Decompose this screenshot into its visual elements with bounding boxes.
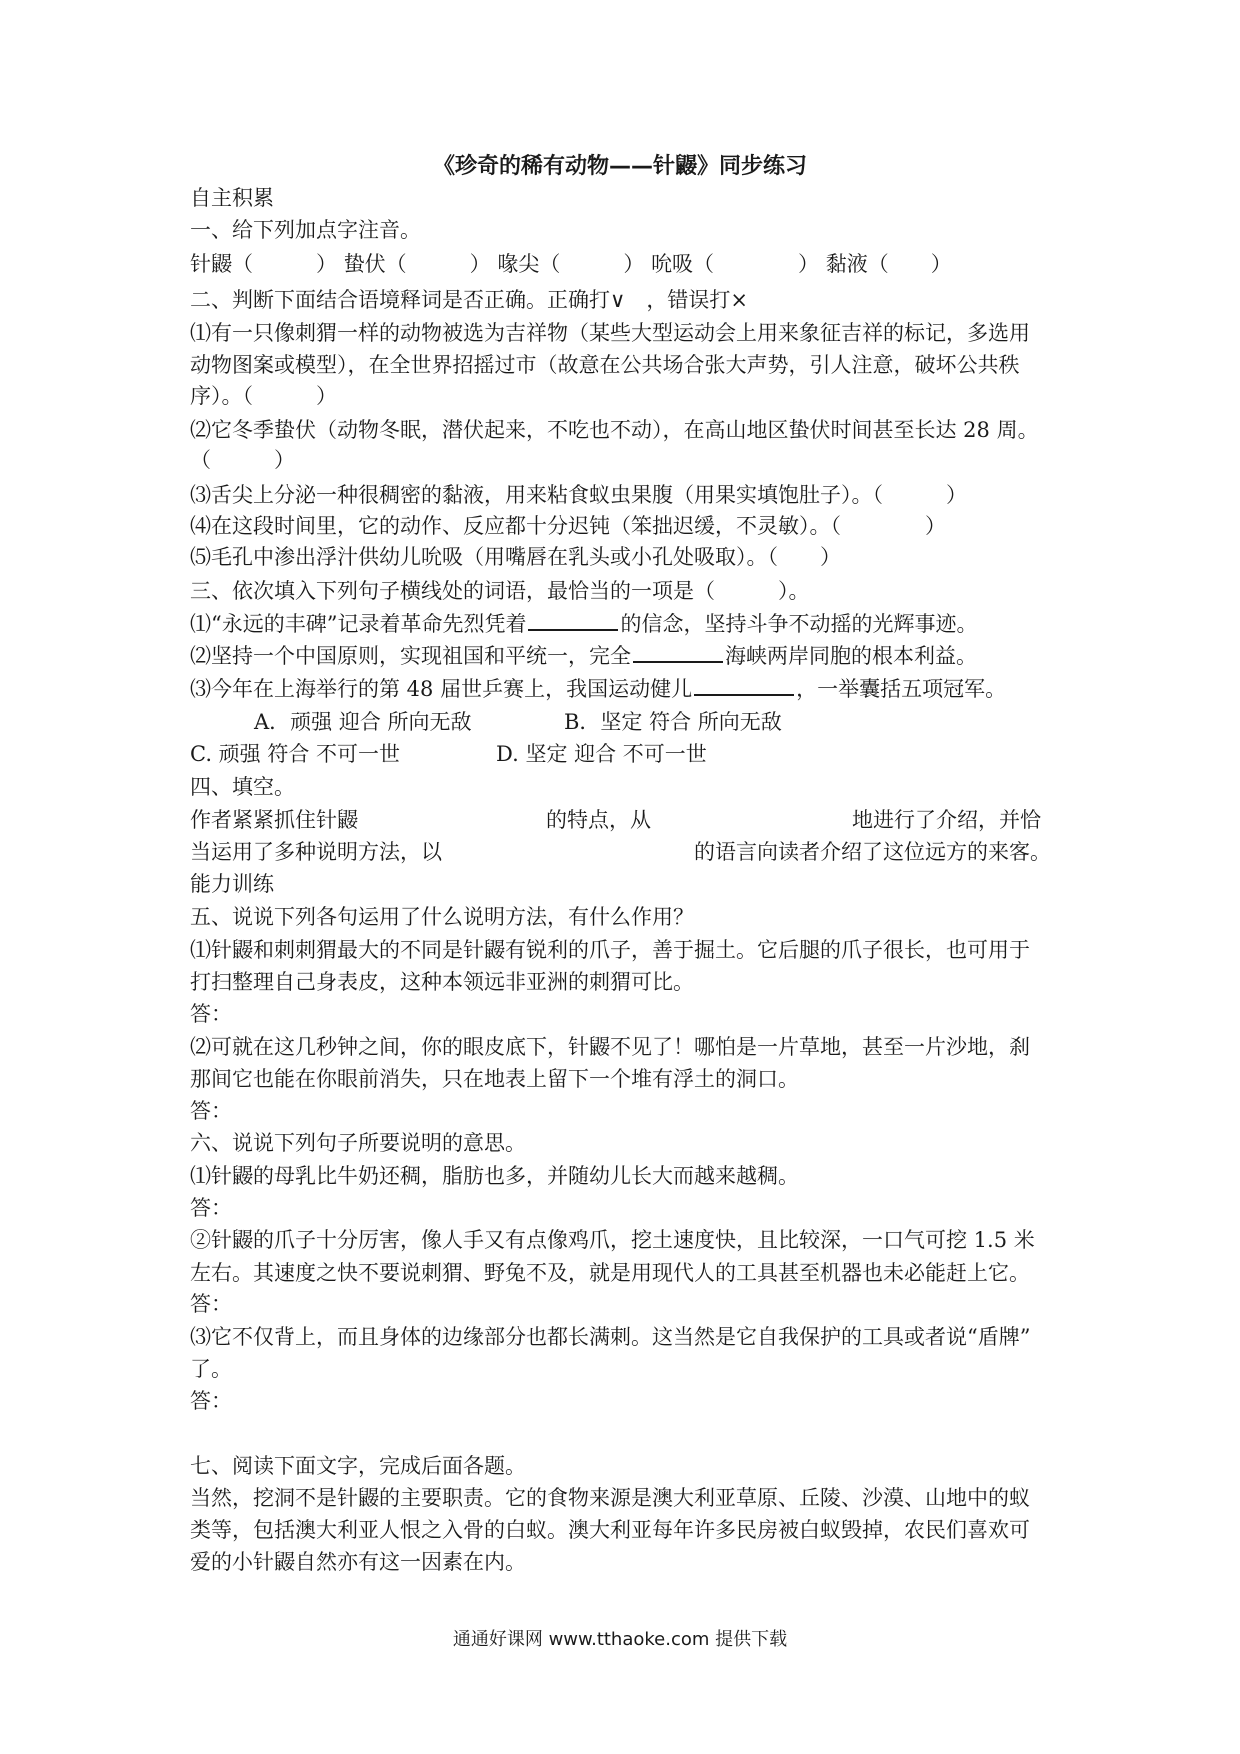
q3-s2-start: ⑵坚持一个中国原则，实现祖国和平统一，完全 (190, 644, 631, 668)
q1-item-4: 吮吸（ ） (651, 252, 820, 276)
q1-item-2: 蛰伏（ ） (343, 252, 491, 276)
answer-label: 答： (190, 1196, 232, 1220)
q2-line: ⑴有一只像刺猬一样的动物被选为吉祥物（某些大型运动会上用来象征吉祥的标记，多选用 (190, 321, 1030, 345)
q7-heading: 七、阅读下面文字，完成后面各题。 (190, 1454, 526, 1478)
q1-items (190, 250, 1060, 278)
q3-s1-end: 的信念，坚持斗争不动摇的光辉事迹。 (620, 612, 978, 636)
answer-label: 答： (190, 1389, 232, 1413)
q4-text: 的语言向读者介绍了这位远方的来客。 (694, 840, 1051, 864)
q6-line: 左右。其速度之快不要说刺猬、野兔不及，就是用现代人的工具甚至机器也未必能赶上它。 (190, 1261, 1030, 1285)
q2-line: （ ） (190, 448, 295, 472)
fill-blank (528, 609, 618, 631)
q5-line: ⑴针鼹和刺刺猬最大的不同是针鼹有锐利的爪子，善于掘土。它后腿的爪子很长，也可用于 (190, 938, 1030, 962)
q3-option-b: B．坚定 符合 所向无敌 (564, 710, 782, 734)
q4-text: 的特点，从 (546, 808, 651, 832)
q2-line: 动物图案或模型），在全世界招摇过市（故意在公共场合张大声势，引人注意，破坏公共秩 (190, 353, 1020, 377)
page-title: 《珍奇的稀有动物——针鼹》同步练习 (432, 154, 807, 179)
q3-option-a: A．顽强 迎合 所向无敌 (254, 710, 472, 734)
q2-line: ⑸毛孔中渗出浮汁供幼儿吮吸（用嘴唇在乳头或小孔处吸取）。（ ） (190, 545, 841, 569)
q4-heading: 四、填空。 (190, 775, 295, 799)
answer-label: 答： (190, 1099, 232, 1123)
q1-item-5: 黏液（ ） (825, 252, 952, 276)
q2-line: ⑵它冬季蛰伏（动物冬眠，潜伏起来，不吃也不动），在高山地区蛰伏时间甚至长达 28 周。 (190, 418, 1039, 442)
q3-option-d: D. 坚定 迎合 不可一世 (496, 742, 707, 766)
answer-label: 答： (190, 1002, 232, 1026)
q3-sentence-3 (190, 674, 1060, 703)
fill-blank (633, 641, 723, 663)
q6-line: 了。 (190, 1357, 232, 1381)
q3-sentence-1 (190, 609, 1060, 638)
q6-line: ⑶它不仅背上，而且身体的边缘部分也都长满刺。这当然是它自我保护的工具或者说“盾牌” (190, 1325, 1031, 1349)
q5-line: 打扫整理自己身表皮，这种本领远非亚洲的刺猬可比。 (190, 970, 694, 994)
answer-label: 答： (190, 1292, 232, 1316)
q4-text: 作者紧紧抓住针鼹 (190, 808, 358, 832)
q3-s2-end: 海峡两岸同胞的根本利益。 (725, 644, 977, 668)
q2-line: 序）。（ ） (190, 384, 337, 408)
q1-item-1: 针鼹（ ） (190, 252, 337, 276)
q7-line: 类等，包括澳大利亚人恨之入骨的白蚁。澳大利亚每年许多民房被白蚁毁掉，农民们喜欢可 (190, 1518, 1030, 1542)
section-heading-zizhu: 自主积累 (190, 186, 274, 210)
fill-blank (694, 674, 794, 696)
q2-heading: 二、判断下面结合语境释词是否正确。正确打∨ ，错误打× (190, 288, 748, 312)
q7-line: 当然，挖洞不是针鼹的主要职责。它的食物来源是澳大利亚草原、丘陵、沙漠、山地中的蚁 (190, 1486, 1030, 1510)
q6-heading: 六、说说下列句子所要说明的意思。 (190, 1131, 526, 1155)
q6-line: ②针鼹的爪子十分厉害，像人手又有点像鸡爪，挖土速度快，且比较深，一口气可挖 1.5 米 (190, 1228, 1035, 1252)
q5-line: ⑵可就在这几秒钟之间，你的眼皮底下，针鼹不见了！哪怕是一片草地，甚至一片沙地，刹 (190, 1035, 1030, 1059)
q6-line: ⑴针鼹的母乳比牛奶还稠，脂肪也多，并随幼儿长大而越来越稠。 (190, 1164, 799, 1188)
q1-heading: 一、给下列加点字注音。 (190, 218, 421, 242)
q3-s1-start: ⑴“永远的丰碑”记录着革命先烈凭着 (190, 612, 527, 636)
q2-line: ⑶舌尖上分泌一种很稠密的黏液，用来粘食蚁虫果腹（用果实填饱肚子）。（ ） (190, 483, 967, 507)
q7-line: 爱的小针鼹自然亦有这一因素在内。 (190, 1550, 526, 1574)
section-heading-nengli: 能力训练 (190, 872, 274, 896)
q3-heading: 三、依次填入下列句子横线处的词语，最恰当的一项是（ ）。 (190, 579, 810, 603)
page-footer: 通通好课网 www.tthaoke.com 提供下载 (452, 1629, 788, 1650)
q4-text: 当运用了多种说明方法，以 (190, 840, 442, 864)
q5-heading: 五、说说下列各句运用了什么说明方法，有什么作用？ (190, 905, 694, 929)
q5-line: 那间它也能在你眼前消失，只在地表上留下一个堆有浮土的洞口。 (190, 1067, 799, 1091)
q1-item-3: 喙尖（ ） (497, 252, 645, 276)
q2-line: ⑷在这段时间里，它的动作、反应都十分迟钝（笨拙迟缓，不灵敏）。（ ） (190, 514, 946, 538)
q3-option-c: C. 顽强 符合 不可一世 (190, 742, 401, 766)
q3-s3-start: ⑶今年在上海举行的第 48 届世乒赛上，我国运动健儿 (190, 677, 693, 701)
q4-text: 地进行了介绍，并恰 (852, 808, 1041, 832)
q3-sentence-2 (190, 641, 1060, 670)
q3-s3-end: ，一举囊括五项冠军。 (796, 677, 1007, 701)
